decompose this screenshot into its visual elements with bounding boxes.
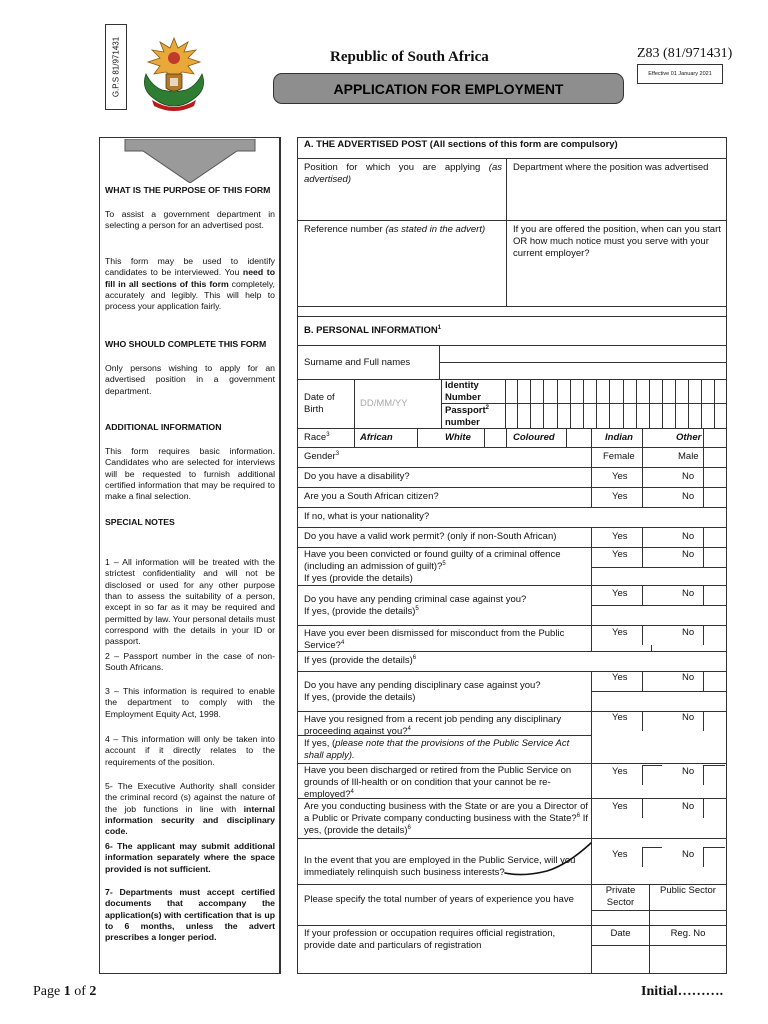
race-option-african: African	[360, 432, 393, 443]
disability-no-label: No	[682, 471, 695, 482]
disability-question: Do you have a disability?	[304, 471, 410, 482]
dismissed-question: Have you ever been dismissed for misconduct from the Public Service?$^4$	[304, 628, 565, 652]
purpose-heading: WHAT IS THE PURPOSE OF THIS FORM	[105, 185, 271, 195]
notice-label: If you are offered the position, when can you start OR how much notice must you serve with your current employer?	[513, 224, 721, 259]
disciplinary-no-label: No	[682, 672, 695, 683]
who-paragraph: Only persons wishing to apply for an advertised position in a government department.	[105, 363, 275, 396]
resigned-yes-label: Yes	[612, 712, 628, 723]
dismissed-no-checkbox[interactable]	[704, 626, 725, 644]
passport-number-boxes[interactable]	[506, 404, 725, 428]
business-yes-checkbox[interactable]	[643, 799, 663, 817]
work-permit-no-label: No	[682, 531, 695, 542]
special-notes-heading: SPECIAL NOTES	[105, 517, 175, 527]
relinquish-question: In the event that you are employed in the Public Service, will you immediately relinquish such business interests?	[304, 855, 576, 878]
convicted-yes-label: Yes	[612, 549, 628, 560]
arrow-down-icon	[105, 139, 275, 183]
registration-number-label: Reg. No	[670, 928, 706, 939]
convicted-no-label: No	[682, 549, 695, 560]
note-3: 3 – This information is required to enable the department to comply with the Employment Equity Act, 1998.	[105, 686, 275, 719]
republic-name: Republic of South Africa	[330, 49, 489, 65]
pending-criminal-question: Do you have any pending criminal case against you? If yes, (provide the details)$^5$	[304, 594, 527, 618]
pending-criminal-no-label: No	[682, 588, 695, 599]
gender-option-female: Female	[603, 451, 635, 462]
relinquish-yes-label: Yes	[612, 849, 628, 860]
resigned-no-checkbox[interactable]	[704, 712, 725, 730]
disciplinary-details-field[interactable]	[592, 692, 725, 710]
citizen-no-label: No	[682, 491, 695, 502]
position-field[interactable]	[299, 186, 505, 219]
resigned-no-label: No	[682, 712, 695, 723]
surname-label: Surname and Full names	[304, 357, 411, 368]
coat-of-arms-icon	[134, 34, 214, 114]
resigned-question: Have you resigned from a recent job pending any disciplinary proceeding against you?$^4$	[304, 714, 562, 738]
relinquish-yes-checkbox[interactable]	[643, 848, 663, 866]
race-option-other: Other	[676, 432, 702, 443]
note-2: 2 – Passport number in the case of non-South Africans.	[105, 651, 275, 673]
registration-question: If your profession or occupation requires official registration, provide date and particulars of registration	[304, 928, 556, 951]
nationality-field[interactable]	[448, 508, 725, 526]
gender-female-checkbox[interactable]	[643, 448, 663, 466]
citizen-yes-checkbox[interactable]	[643, 488, 663, 506]
disability-yes-checkbox[interactable]	[643, 468, 663, 486]
reference-field[interactable]	[299, 242, 505, 305]
race-coloured-checkbox[interactable]	[567, 429, 590, 447]
disciplinary-yes-checkbox[interactable]	[643, 672, 663, 690]
public-sector-label: Public Sector	[660, 885, 716, 896]
registration-date-label: Date	[610, 928, 631, 939]
discharged-question: Have you been discharged or retired from the Public Service on grounds of Ill-health or on condition that your cannot be re-employed?$^4$	[304, 765, 572, 800]
work-permit-yes-label: Yes	[612, 531, 628, 542]
public-sector-years-field[interactable]	[650, 911, 725, 924]
business-question: Are you conducting business with the State or are you a Director of a Public or Private company conducting business with the State?$^6$ If yes, (provide the details)$^6$	[304, 801, 588, 837]
convicted-question: Have you been convicted or found guilty of a criminal offence (including an admission of guilt)?$^5$ If yes (provide the details)	[304, 549, 561, 584]
note-1: 1 – All information will be treated with the strictest confidentiality and will not be disclosed or used for any other purpose than to assess the suitability of a person, except in so far as it may be required and permitted by law. Your personal details must correspond with the details in your ID or passport.	[105, 557, 275, 647]
race-white-checkbox[interactable]	[485, 429, 505, 447]
experience-question: Please specify the total number of years of experience you have	[304, 894, 574, 905]
race-option-indian: Indian	[605, 432, 633, 443]
work-permit-yes-checkbox[interactable]	[643, 528, 663, 546]
dismissed-details-field[interactable]	[428, 652, 725, 670]
additional-heading: ADDITIONAL INFORMATION	[105, 422, 222, 432]
convicted-yes-checkbox[interactable]	[643, 548, 663, 566]
relinquish-no-checkbox[interactable]	[704, 848, 725, 866]
relinquish-no-label: No	[682, 849, 695, 860]
gender-male-checkbox[interactable]	[704, 448, 725, 466]
work-permit-question: Do you have a valid work permit? (only if non-South African)	[304, 531, 557, 542]
gender-option-male: Male	[678, 451, 699, 462]
handwritten-pen-mark	[503, 841, 593, 877]
id-number-label: Identity Number	[445, 380, 481, 403]
department-field[interactable]	[507, 186, 725, 219]
pending-criminal-yes-checkbox[interactable]	[643, 586, 663, 604]
purpose-paragraph-1: To assist a government department in selecting a person for an advertised post.	[105, 209, 275, 231]
purpose-paragraph-2: This form may be used to identify candidates to be interviewed. You need to fill in all sections of this form completely, accurately and legibly. This will help to process your application fairly.	[105, 256, 276, 312]
race-indian-checkbox[interactable]	[643, 429, 663, 447]
business-no-checkbox[interactable]	[704, 799, 725, 817]
race-label: Race$^3$	[304, 432, 330, 444]
race-african-checkbox[interactable]	[418, 429, 441, 447]
nationality-question: If no, what is your nationality?	[304, 511, 430, 522]
pending-criminal-no-checkbox[interactable]	[704, 586, 725, 604]
surname-field[interactable]	[440, 346, 725, 378]
race-other-checkbox[interactable]	[704, 429, 725, 447]
resigned-note: If yes, (please note that the provisions of the Public Service Act shall apply).	[304, 738, 570, 761]
convicted-no-checkbox[interactable]	[704, 548, 725, 566]
discharged-yes-checkbox[interactable]	[643, 766, 663, 784]
disciplinary-yes-label: Yes	[612, 672, 628, 683]
citizen-question: Are you a South African citizen?	[304, 491, 439, 502]
race-option-coloured: Coloured	[513, 432, 555, 443]
department-label: Department where the position was advertised	[513, 162, 709, 173]
note-4: 4 – This information will only be taken into account if it directly relates to the requirements of the position.	[105, 734, 275, 767]
discharged-yes-label: Yes	[612, 766, 628, 777]
dismissed-no-label: No	[682, 627, 695, 638]
discharged-no-label: No	[682, 766, 695, 777]
disability-no-checkbox[interactable]	[704, 468, 725, 486]
who-heading: WHO SHOULD COMPLETE THIS FORM	[105, 339, 267, 349]
form-title: APPLICATION FOR EMPLOYMENT	[273, 73, 624, 104]
notice-field[interactable]	[507, 262, 725, 305]
convicted-details-field[interactable]	[592, 568, 725, 584]
form-table	[297, 137, 727, 974]
gender-label: Gender$^3$	[304, 451, 340, 463]
section-a-heading: A. THE ADVERTISED POST (All sections of this form are compulsory)	[304, 139, 618, 150]
effective-date: Effective 01 January 2021	[637, 64, 723, 84]
dismissed-details-label: If yes (provide the details)$^6$	[304, 655, 417, 667]
resigned-yes-checkbox[interactable]	[643, 712, 663, 730]
position-label: Position for which you are applying (as advertised)	[304, 162, 502, 185]
business-no-label: No	[682, 801, 695, 812]
registration-date-field[interactable]	[592, 946, 648, 972]
gps-code: G.P.S 81/971431	[111, 36, 121, 98]
private-sector-years-field[interactable]	[592, 911, 648, 924]
dismissed-yes-label: Yes	[612, 627, 628, 638]
additional-paragraph: This form requires basic information. Candidates who are selected for interviews will be requested to furnish additional certified information that may be required to make a final selection.	[105, 446, 275, 502]
work-permit-no-checkbox[interactable]	[704, 528, 725, 546]
id-number-boxes[interactable]	[506, 380, 725, 402]
registration-number-field[interactable]	[650, 946, 725, 972]
note-7: 7- Departments must accept certified documents that accompany the application(s) with certification that is up to 6 months, unless the advert prescribes a longer period.	[105, 887, 275, 943]
note-6: 6- The applicant may submit additional information separately where the space provided is not sufficient.	[105, 841, 275, 874]
dismissed-yes-checkbox[interactable]	[643, 626, 663, 644]
dob-label: Date of Birth	[304, 392, 335, 415]
disability-yes-label: Yes	[612, 471, 628, 482]
page-indicator: Page 1 of 2	[33, 984, 97, 999]
form-code: Z83 (81/971431)	[637, 46, 733, 61]
pending-criminal-details-field[interactable]	[592, 606, 725, 624]
dob-field[interactable]: DD/MM/YY	[360, 398, 408, 409]
race-option-white: White	[445, 432, 471, 443]
citizen-yes-label: Yes	[612, 491, 628, 502]
citizen-no-checkbox[interactable]	[704, 488, 725, 506]
passport-label: Passport$^2$ number	[445, 405, 489, 429]
gps-code-box	[105, 24, 127, 110]
disciplinary-no-checkbox[interactable]	[704, 672, 725, 690]
section-b-heading: B. PERSONAL INFORMATION$^1$	[304, 325, 442, 337]
private-sector-label: Private Sector	[605, 885, 636, 908]
note-5: 5- The Executive Authority shall consider the criminal record (s) against the nature of the job functions in line with internal information security and disciplinary code.	[105, 781, 275, 837]
reference-label: Reference number (as stated in the advert)	[304, 224, 486, 235]
pending-criminal-yes-label: Yes	[612, 588, 628, 599]
disciplinary-question: Do you have any pending disciplinary case against you? If yes, (provide the details)	[304, 680, 541, 703]
initial-field[interactable]: Initial……….	[641, 984, 724, 999]
business-yes-label: Yes	[612, 801, 628, 812]
discharged-no-checkbox[interactable]	[704, 766, 725, 784]
